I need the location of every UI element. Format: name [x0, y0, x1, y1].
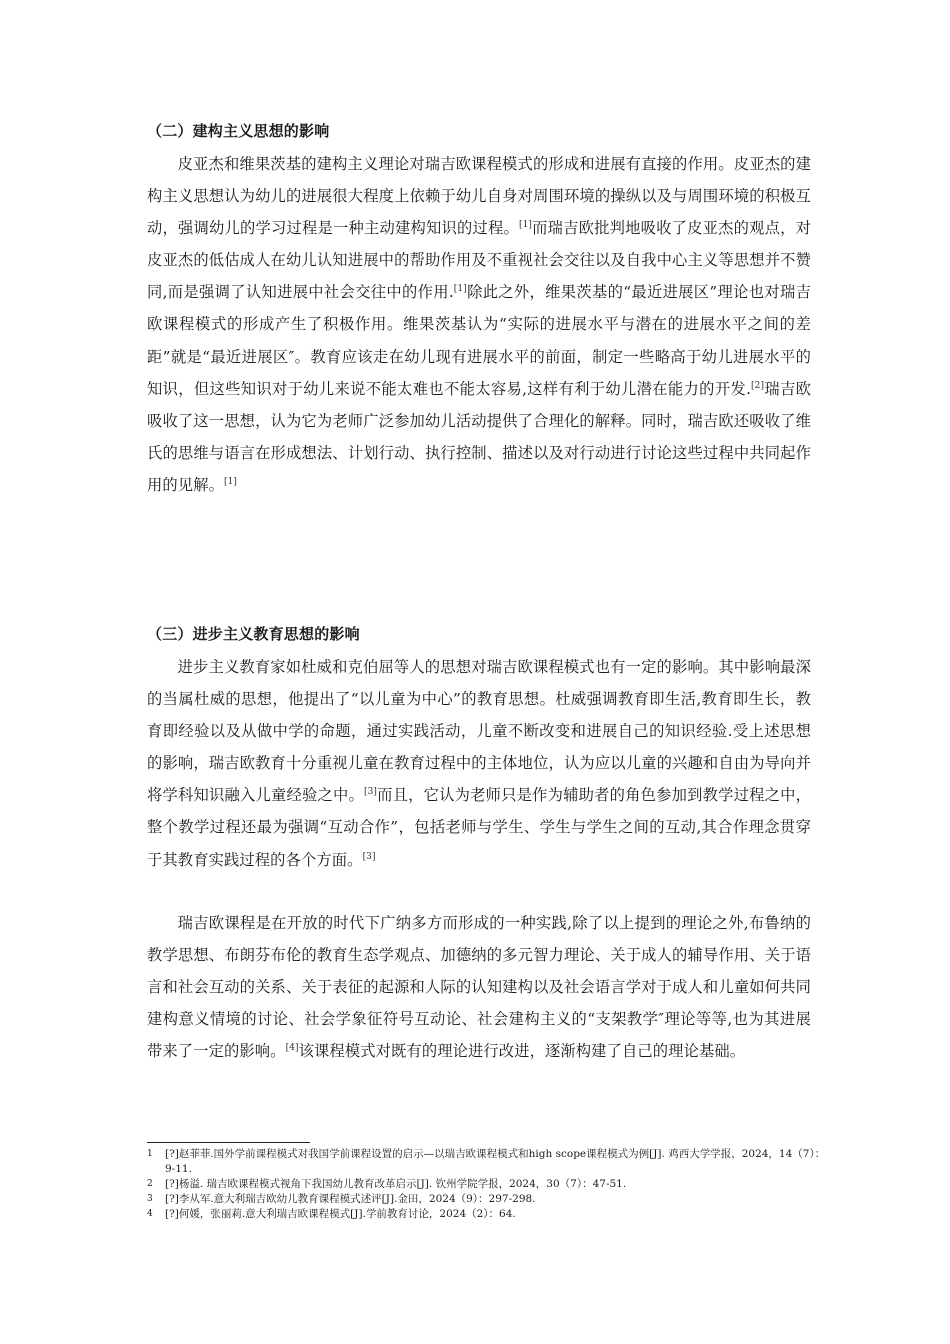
footnote-text: [?]杨溢. 瑞吉欧课程模式视角下我国幼儿教育改革启示[J]. 钦州学院学报，2024，30（7）：47-51. [165, 1178, 627, 1190]
citation-marker: [1] [224, 476, 238, 487]
footnote-item [147, 1192, 827, 1207]
footnote-item [147, 1177, 827, 1192]
citation-marker: [3] [363, 787, 378, 798]
text-segment: 该课程模式对既有的理论进行改进，逐渐构建了自己的理论基础。 [298, 1042, 746, 1061]
footnotes [147, 1147, 827, 1222]
footnote-mark: 3 [147, 1194, 153, 1204]
text-segment: 皮亚杰和维果茨基的建构主义理论对瑞吉欧课程模式的形成和进展有直接的作用。皮亚杰的建构主义思想认为幼儿的进展很大程度上依赖于幼儿自身对周围环境的操纵以及与周围环境的积极互动，强调幼儿的学习过程是一种主动建构知识的过程。 [147, 155, 811, 238]
citation-marker: [1] [453, 284, 467, 295]
text-segment: 瑞吉欧吸收了这一思想，认为它为老师广泛参加幼儿活动提供了合理化的解释。同时，瑞吉欧还吸收了维氏的思维与语言在形成想法、计划行动、执行控制、描述以及对行动进行讨论这些过程中共同起作用的见解。 [147, 379, 811, 494]
footnote-mark: 2 [147, 1179, 153, 1189]
footnote-divider [147, 1142, 310, 1143]
text-segment: 而瑞吉欧批判地吸收了皮亚杰的观点，对皮亚杰的低估成人在幼儿认知进展中的帮助作用及不重视社会交往以及自我中心主义等思想并不赞同,而是强调了认知进展中社会交往中的作用. [147, 219, 811, 302]
text-segment: 而且，它认为老师只是作为辅助者的角色参加到教学过程之中，整个教学过程还最为强调“互动合作”，包括老师与学生、学生与学生之间的互动,其合作理念贯穿于其教育实践过程的各个方面。 [147, 786, 811, 869]
citation-marker: [2] [751, 380, 765, 391]
footnote-item [147, 1207, 827, 1222]
footnote-text: [?]何媛，张丽莉.意大利瑞吉欧课程模式[J].学前教育讨论，2024（2）：64. [165, 1208, 516, 1220]
section-heading-constructivism: （二）建构主义思想的影响 [147, 122, 330, 140]
citation-marker: [3] [362, 851, 376, 862]
paragraph-constructivism [147, 148, 811, 501]
citation-marker: [1] [518, 220, 533, 231]
text-segment: 除此之外，维果茨基的“最近进展区”理论也对瑞吉欧课程模式的形成产生了积极作用。维果茨基认为“实际的进展水平与潜在的进展水平之间的差距”就是“最近进展区″。教育应该走在幼儿现有进展水平的前面，制定一些略高于幼儿进展水平的知识，但这些知识对于幼儿来说不能太难也不能太容易,这样有利于幼儿潜在能力的开发. [147, 283, 811, 398]
section-heading-progressivism: （三）进步主义教育思想的影响 [147, 625, 360, 643]
paragraph-reggio-summary [147, 907, 811, 1067]
paragraph-progressivism [147, 651, 811, 876]
citation-marker: [4] [285, 1043, 299, 1054]
footnote-text: [?]李从军.意大利瑞吉欧幼儿教育课程模式述评[J].金田，2024（9）：297-298. [165, 1193, 536, 1205]
footnote-text: [?]赵菲菲.国外学前课程模式对我国学前课程设置的启示—以瑞吉欧课程模式和high scope课程模式为例[J]. 鸡西大学学报，2024，14（7）：9-11. [165, 1148, 826, 1175]
footnote-mark: 4 [147, 1209, 153, 1219]
footnote-mark: 1 [147, 1149, 153, 1159]
text-segment: 瑞吉欧课程是在开放的时代下广纳多方而形成的一种实践,除了以上提到的理论之外,布鲁纳的教学思想、布朗芬布伦的教育生态学观点、加德纳的多元智力理论、关于成人的辅导作用、关于语言和社会互动的关系、关于表征的起源和人际的认知建构以及社会语言学对于成人和儿童如何共同建构意义情境的讨论、社会学象征符号互动论、社会建构主义的“支架教学″理论等等,也为其进展带来了一定的影响。 [147, 914, 811, 1061]
footnote-item [147, 1147, 827, 1177]
text-segment: 进步主义教育家如杜威和克伯屈等人的思想对瑞吉欧课程模式也有一定的影响。其中影响最深的当属杜威的思想，他提出了“以儿童为中心”的教育思想。杜威强调教育即生活,教育即生长，教育即经验以及从做中学的命题，通过实践活动，儿童不断改变和进展自己的知识经验.受上述思想的影响，瑞吉欧教育十分重视儿童在教育过程中的主体地位，认为应以儿童的兴趣和自由为导向并将学科知识融入儿童经验之中。 [147, 658, 811, 805]
